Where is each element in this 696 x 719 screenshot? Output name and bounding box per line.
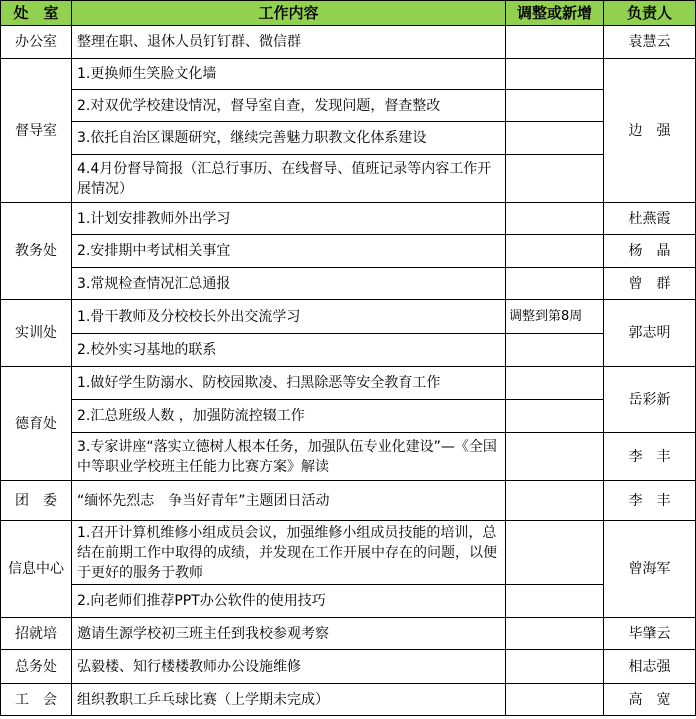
header-dept: 处 室 (1, 1, 72, 26)
task-cell: 2.校外实习基地的联系 (72, 334, 506, 367)
adjust-cell (506, 26, 604, 59)
task-cell: 1.更换师生笑脸文化墙 (72, 59, 506, 90)
dept-cell: 工 会 (1, 684, 72, 716)
task-cell: 弘毅楼、知行楼楼教师办公设施维修 (72, 650, 506, 684)
dept-cell: 团 委 (1, 481, 72, 521)
task-cell: 1.做好学生防溺水、防校园欺凌、扫黑除恶等安全教育工作 (72, 367, 506, 400)
adjust-cell (506, 618, 604, 650)
dept-cell: 德育处 (1, 367, 72, 481)
table-row (1, 300, 696, 334)
table-row (1, 684, 696, 716)
owner-cell: 毕肇云 (604, 618, 696, 650)
table-row (1, 400, 696, 433)
table-row (1, 650, 696, 684)
adjust-cell (506, 400, 604, 433)
adjust-cell (506, 334, 604, 367)
table-row (1, 433, 696, 481)
header-row (1, 1, 696, 26)
dept-cell: 信息中心 (1, 521, 72, 618)
task-cell: 1.召开计算机维修小组成员会议，加强维修小组成员技能的培训，总结在前期工作中取得的成绩，并发现在工作开展中存在的问题，以便于更好的服务于教师 (72, 521, 506, 585)
owner-cell: 郭志明 (604, 300, 696, 367)
adjust-cell (506, 203, 604, 235)
owner-cell: 杨 晶 (604, 235, 696, 268)
table-row (1, 521, 696, 585)
table-row (1, 122, 696, 155)
adjust-cell (506, 521, 604, 585)
adjust-cell: 调整到第8周 (506, 300, 604, 334)
owner-cell: 杜燕霞 (604, 203, 696, 235)
table-row (1, 26, 696, 59)
owner-cell: 相志强 (604, 650, 696, 684)
dept-cell: 办公室 (1, 26, 72, 59)
task-cell: 2.向老师们推荐PPT办公软件的使用技巧 (72, 585, 506, 618)
table-row (1, 618, 696, 650)
dept-cell: 教务处 (1, 203, 72, 300)
owner-cell: 岳彩新 (604, 367, 696, 433)
owner-cell: 李 丰 (604, 481, 696, 521)
table-row (1, 59, 696, 90)
owner-cell: 袁慧云 (604, 26, 696, 59)
owner-cell: 李 丰 (604, 433, 696, 481)
header-adjust: 调整或新增 (506, 1, 604, 26)
adjust-cell (506, 650, 604, 684)
task-cell: 整理在职、退休人员钉钉群、微信群 (72, 26, 506, 59)
task-cell: 4.4月份督导简报（汇总行事历、在线督导、值班记录等内容工作开展情况） (72, 155, 506, 203)
table-row (1, 90, 696, 122)
task-cell: 3.专家讲座“落实立德树人根本任务，加强队伍专业化建设”—《全国中等职业学校班主任能力比赛方案》解读 (72, 433, 506, 481)
adjust-cell (506, 684, 604, 716)
adjust-cell (506, 481, 604, 521)
table-row (1, 203, 696, 235)
dept-cell: 督导室 (1, 59, 72, 203)
table-row (1, 585, 696, 618)
task-cell: 1.计划安排教师外出学习 (72, 203, 506, 235)
header-content: 工作内容 (72, 1, 506, 26)
table-row (1, 334, 696, 367)
task-cell: 3.依托自治区课题研究，继续完善魅力职教文化体系建设 (72, 122, 506, 155)
adjust-cell (506, 367, 604, 400)
table-row (1, 268, 696, 300)
task-cell: 邀请生源学校初三班主任到我校参观考察 (72, 618, 506, 650)
task-cell: 组织教职工乒乓球比赛（上学期未完成） (72, 684, 506, 716)
task-cell: 2.安排期中考试相关事宜 (72, 235, 506, 268)
adjust-cell (506, 122, 604, 155)
adjust-cell (506, 433, 604, 481)
task-cell: 3.常规检查情况汇总通报 (72, 268, 506, 300)
task-cell: 2.对双优学校建设情况，督导室自查，发现问题，督查整改 (72, 90, 506, 122)
table-row (1, 235, 696, 268)
owner-cell: 边 强 (604, 59, 696, 203)
adjust-cell (506, 155, 604, 203)
adjust-cell (506, 585, 604, 618)
task-cell: 2.汇总班级人数 ，加强防流控辍工作 (72, 400, 506, 433)
task-cell: 1.骨干教师及分校校长外出交流学习 (72, 300, 506, 334)
owner-cell: 曾 群 (604, 268, 696, 300)
adjust-cell (506, 90, 604, 122)
adjust-cell (506, 235, 604, 268)
dept-cell: 实训处 (1, 300, 72, 367)
header-owner: 负责人 (604, 1, 696, 26)
dept-cell: 招就培 (1, 618, 72, 650)
task-cell: “缅怀先烈志 争当好青年”主题团日活动 (72, 481, 506, 521)
table-row (1, 367, 696, 400)
adjust-cell (506, 59, 604, 90)
adjust-cell (506, 268, 604, 300)
table-row (1, 481, 696, 521)
table-row (1, 155, 696, 203)
owner-cell: 高 宽 (604, 684, 696, 716)
dept-cell: 总务处 (1, 650, 72, 684)
owner-cell: 曾海军 (604, 521, 696, 618)
